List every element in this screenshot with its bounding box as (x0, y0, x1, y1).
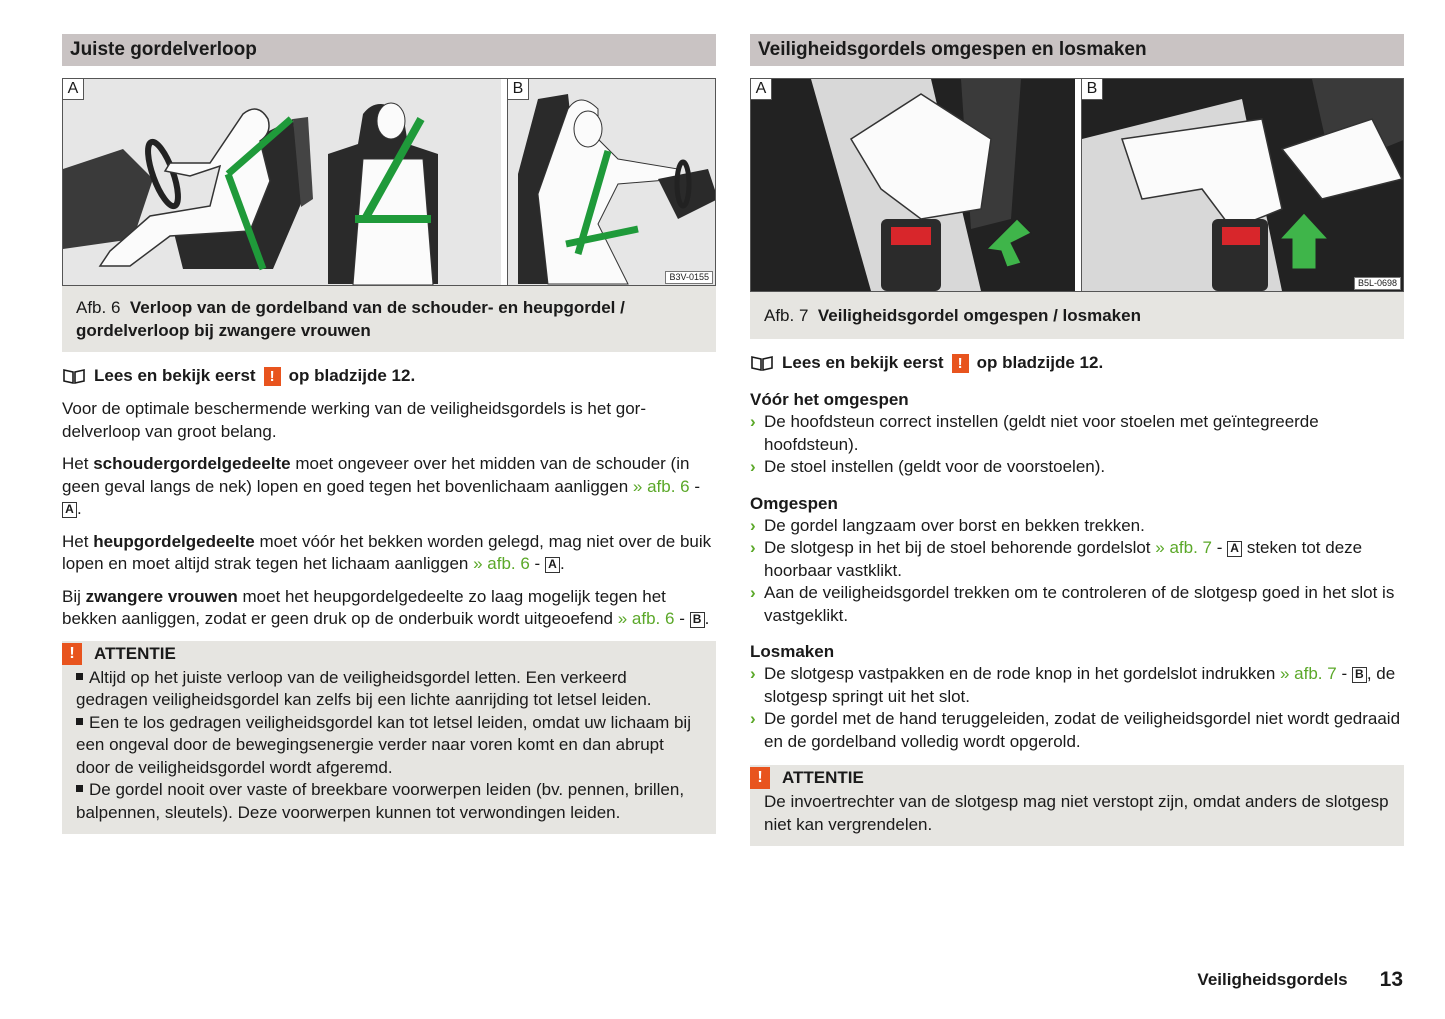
panel-ref-b: B (1352, 667, 1367, 683)
attention-header (750, 765, 1390, 791)
steps-unbuckling (750, 663, 1404, 753)
read-first-notice (62, 364, 716, 388)
footer-section-title: Veiligheidsgordels (1197, 970, 1348, 989)
attention-header (62, 641, 702, 667)
buckle-insert-illustration (751, 79, 1075, 291)
step-item: › De gordel langzaam over borst en bekken trekken. (750, 515, 1404, 538)
chevron-right-icon: › (750, 664, 756, 683)
step-item: › De slotgesp vastpakken en de rode knop in het gordelslot indrukken » afb. 7 - B , de slotgesp springt uit het slot. (750, 664, 1396, 706)
warning-icon: ! (750, 767, 770, 789)
read-first-page-ref[interactable]: op bladzijde 12. (288, 366, 416, 385)
left-column (62, 34, 716, 834)
figure-link[interactable]: » afb. 6 (632, 476, 690, 496)
panel-ref-a: A (545, 557, 560, 573)
chevron-right-icon: › (750, 709, 756, 728)
figure-6-panel-b (507, 79, 715, 285)
warning-icon: ! (264, 367, 281, 386)
figure-link[interactable]: » afb. 6 (473, 554, 530, 573)
caption-title: Veiligheidsgordel omgespen / losmaken (817, 306, 1141, 325)
figure-6 (62, 78, 716, 286)
warning-icon: ! (62, 643, 82, 665)
page-footer (1197, 968, 1403, 992)
attention-box-left (62, 641, 716, 835)
right-column (750, 34, 1404, 846)
chevron-right-icon: › (750, 538, 756, 557)
book-icon (750, 354, 774, 372)
attention-item: Altijd op het juiste verloop van de veiligheidsgordel letten. Een verkeerd gedragen veiligheidsgordel kan zelfs bij een lichte aanrijding tot letsel leiden. (76, 667, 652, 709)
figure-link[interactable]: » afb. 6 (617, 609, 675, 628)
figure-link[interactable]: » afb. 7 (1155, 538, 1212, 557)
figure-6-caption (62, 286, 716, 352)
page-number: 13 (1379, 968, 1403, 991)
pregnant-woman-seatbelt-illustration (508, 79, 715, 285)
caption-prefix: Afb. 6 (76, 298, 121, 317)
panel-label-b: B (508, 79, 529, 100)
figure-6-panel-a (63, 79, 501, 285)
steps-before-buckling (750, 411, 1404, 479)
panel-ref-a: A (62, 502, 77, 518)
figure-7-caption (750, 292, 1404, 339)
paragraph-shoulder-belt: Het schoudergordelgedeelte moet ongeveer over het midden van de schouder (in geen geval langs de nek) lopen en goed tegen het bovenlichaam aanliggen » afb. 6 - A . (62, 454, 700, 518)
paragraph-lap-belt: Het heupgordelgedeelte moet vóór het bekken worden gelegd, mag niet over de buik lopen en moet altijd strak tegen het lichaam aanliggen » afb. 6 - A . (62, 531, 712, 573)
figure-link[interactable]: » afb. 7 (1280, 664, 1337, 683)
caption-title: Verloop van de gordelband van de schouder- en heupgordel / gordelverloop bij zwangere vrouwen (76, 298, 625, 340)
attention-item: De gordel nooit over vaste of breekbare voorwerpen leiden (bv. pennen, brillen, balpennen, sleutels). Deze voorwerpen kunnen tot verwondingen leiden. (76, 780, 685, 822)
paragraph-pregnant-women: Bij zwangere vrouwen moet het heupgordelgedeelte zo laag mogelijk tegen het bekken aanliggen, zodat er geen druk op de onderbuik wordt uitgeoefend » afb. 6 - B . (62, 586, 710, 628)
attention-text: De invoertrechter van de slotgesp mag niet verstopt zijn, omdat anders de slotgesp niet kan vergrendelen. (764, 792, 1389, 834)
buckle-release-illustration (1082, 79, 1403, 291)
figure-7 (750, 78, 1404, 292)
read-first-text: Lees en bekijk eerst (782, 353, 944, 372)
warning-icon: ! (952, 354, 969, 373)
step-item: › De stoel instellen (geldt voor de voorstoelen). (750, 456, 1404, 479)
read-first-notice (750, 351, 1404, 375)
chevron-right-icon: › (750, 412, 756, 431)
panel-ref-b: B (690, 612, 705, 628)
panel-label-a: A (63, 79, 84, 100)
step-item: › De gordel met de hand teruggeleiden, zodat de veiligheidsgordel niet wordt gedraaid en de gordelband volledig wordt opgerold. (750, 709, 1401, 751)
caption-prefix: Afb. 7 (764, 306, 809, 325)
section-header-belt-routing: Juiste gordelverloop (62, 34, 716, 66)
subheading-unbuckling: Losmaken (750, 642, 835, 661)
panel-label-a: A (751, 79, 772, 100)
panel-label-b: B (1082, 79, 1103, 100)
attention-item: Een te los gedragen veiligheidsgordel kan tot letsel leiden, omdat uw lichaam bij een ongeval door de bewegingsenergie verder naar voren komt en dan abrupt door de veiligheidsgordel wordt afgeremd. (76, 712, 691, 777)
bullet-square-icon (76, 718, 83, 725)
subheading-before-buckling: Vóór het omgespen (750, 390, 909, 409)
step-item: › De hoofdsteun correct instellen (geldt niet voor stoelen met geïntegreerde hoofdsteun). (750, 412, 1319, 454)
subheading-buckling: Omgespen (750, 493, 838, 513)
bullet-square-icon (76, 785, 83, 792)
chevron-right-icon: › (750, 457, 756, 476)
attention-title: ATTENTIE (94, 643, 176, 663)
chevron-right-icon: › (750, 515, 756, 535)
book-icon (62, 367, 86, 385)
figure-code: B3V-0155 (665, 271, 713, 284)
step-item: › Aan de veiligheidsgordel trekken om te controleren of de slotgesp goed in het slot is vastgeklikt. (750, 583, 1395, 625)
driver-seatbelt-illustration (63, 79, 501, 285)
section-header-buckling: Veiligheidsgordels omgespen en losmaken (750, 34, 1404, 66)
steps-buckling (750, 515, 1404, 628)
panel-ref-a: A (1227, 541, 1242, 557)
step-item: › De slotgesp in het bij de stoel behorende gordelslot » afb. 7 - A steken tot deze hoorbaar vastklikt. (750, 538, 1363, 580)
attention-title: ATTENTIE (782, 768, 864, 787)
read-first-page-ref[interactable]: op bladzijde 12. (976, 353, 1104, 372)
bullet-square-icon (76, 673, 83, 680)
figure-7-panel-b (1081, 79, 1403, 291)
figure-code: B5L-0698 (1354, 277, 1401, 290)
paragraph-intro: Voor de optimale beschermende werking van de veiligheidsgordels is het gordelverloop van groot belang. (62, 399, 647, 441)
chevron-right-icon: › (750, 583, 756, 602)
read-first-text: Lees en bekijk eerst (94, 366, 256, 385)
attention-box-right (750, 765, 1404, 846)
figure-7-panel-a (751, 79, 1075, 291)
